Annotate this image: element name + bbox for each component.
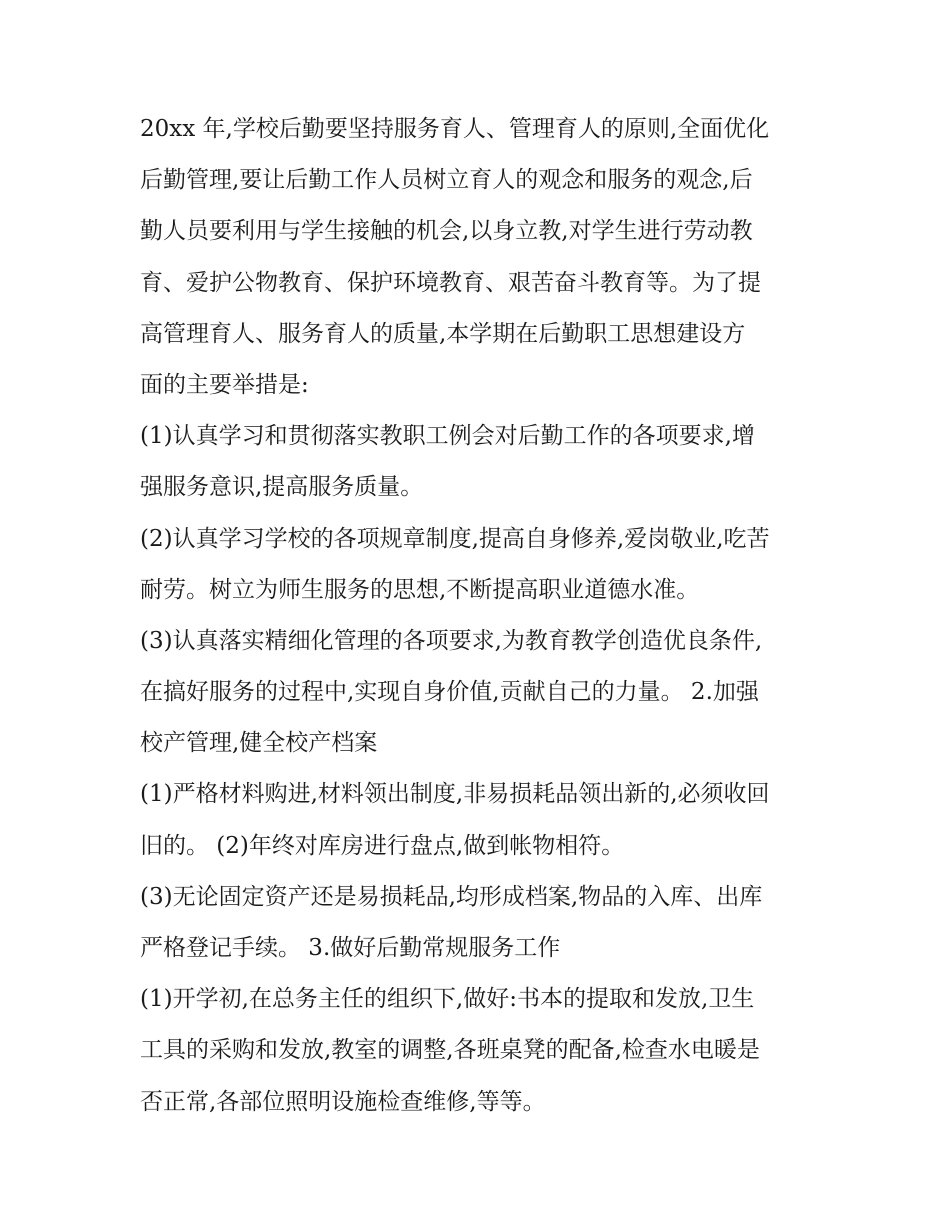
text-line: (1)严格材料购进,材料领出制度,非易损耗品领出新的,必须收回	[140, 781, 770, 808]
text-line: 勤人员要利用与学生接触的机会,以身立教,对学生进行劳动教	[140, 218, 753, 245]
text-line: 耐劳。树立为师生服务的思想,不断提高职业道德水准。	[140, 576, 700, 603]
text-line: (1)认真学习和贯彻落实教职工例会对后勤工作的各项要求,增	[140, 423, 755, 450]
text-line: (3)无论固定资产还是易损耗品,均形成档案,物品的入库、出库	[140, 883, 763, 910]
text-line: 高管理育人、服务育人的质量,本学期在后勤职工思想建设方	[140, 320, 746, 347]
text-line: 工具的采购和发放,教室的调整,各班桌凳的配备,检查水电暖是	[140, 1037, 760, 1064]
text-line: (2)认真学习学校的各项规章制度,提高自身修养,爱岗敬业,吃苦	[140, 525, 770, 552]
text-line: 后勤管理,要让后勤工作人员树立育人的观念和服务的观念,后	[140, 167, 753, 194]
document-body	[140, 104, 820, 1128]
text-line: 严格登记手续。 3.做好后勤常规服务工作	[140, 935, 561, 961]
text-line: 育、爱护公物教育、保护环境教育、艰苦奋斗教育等。为了提	[140, 269, 761, 296]
text-line: 20xx 年,学校后勤要坚持服务育人、管理育人的原则,全面优化	[140, 116, 770, 142]
text-line: 否正常,各部位照明设施检查维修,等等。	[140, 1088, 546, 1115]
text-line: (3)认真落实精细化管理的各项要求,为教育教学创造优良条件,	[140, 627, 763, 654]
text-line: 强服务意识,提高服务质量。	[140, 474, 424, 501]
text-line: (1)开学初,在总务主任的组织下,做好:书本的提取和发放,卫生	[140, 986, 755, 1013]
text-line: 在搞好服务的过程中,实现自身价值,贡献自己的力量。 2.加强	[140, 679, 759, 706]
text-line: 校产管理,健全校产档案	[140, 730, 378, 757]
text-line: 旧的。 (2)年终对库房进行盘点,做到帐物相符。	[140, 832, 625, 859]
text-line: 面的主要举措是:	[140, 371, 309, 398]
